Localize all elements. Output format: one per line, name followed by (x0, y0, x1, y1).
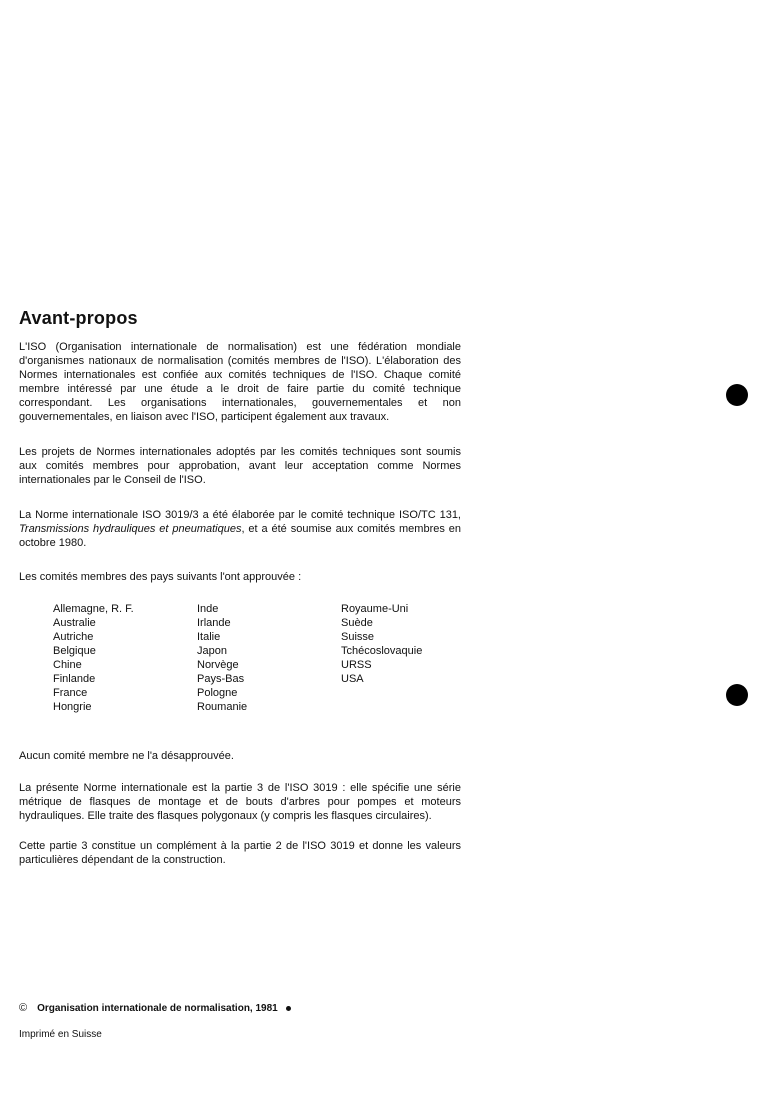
copyright-icon: © (19, 1002, 28, 1014)
copyright-line (19, 1002, 291, 1015)
country-item: Inde (197, 603, 219, 615)
country-item: URSS (341, 659, 372, 671)
countries-column-2 (197, 602, 247, 714)
paragraph-approval-intro: Les comités membres des pays suivants l'ont approuvée : (19, 571, 302, 583)
page-title: Avant-propos (19, 308, 138, 328)
country-item: Pays-Bas (197, 673, 245, 685)
countries-column-3 (341, 602, 422, 686)
country-item: Suède (341, 617, 373, 629)
country-item: Irlande (197, 617, 231, 629)
committee-name: Transmissions hydrauliques et pneumatiques (19, 523, 242, 535)
country-item: Hongrie (53, 701, 92, 713)
country-item: Pologne (197, 687, 238, 699)
country-item: Autriche (53, 631, 94, 643)
paragraph-scope: La présente Norme internationale est la partie 3 de l'ISO 3019 : elle spécifie une série métrique de flasques de montage et de bouts d'arbres pour pompes et moteurs hydrauliques. Elle traite des flasques polygonaux (y compris les flasques circulaires). (19, 782, 461, 822)
country-item: Roumanie (197, 701, 248, 713)
country-item: Belgique (53, 645, 96, 657)
paragraph-draft-standards: Les projets de Normes internationales adoptés par les comités techniques sont soumis aux comités membres pour approbation, avant leur acceptation comme Normes internationales par le Conseil de l'ISO. (19, 446, 461, 486)
printed-in: Imprimé en Suisse (19, 1029, 102, 1040)
country-item: Allemagne, R. F. (53, 603, 134, 615)
punch-hole-bottom (726, 684, 748, 706)
countries-column-1 (53, 602, 134, 714)
bullet-dot-icon (286, 1006, 291, 1011)
paragraph-no-disapproval: Aucun comité membre ne l'a désapprouvée. (19, 750, 234, 762)
country-item: Japon (197, 645, 227, 657)
country-item: Suisse (341, 631, 375, 643)
country-item: Royaume-Uni (341, 603, 409, 615)
country-item: Norvège (197, 659, 239, 671)
copyright-organisation: Organisation internationale de normalisation, 1981 (37, 1003, 278, 1014)
country-item: France (53, 687, 88, 699)
country-item: USA (341, 673, 364, 685)
country-item: Tchécoslovaquie (341, 645, 423, 657)
paragraph-standard-origin-start: La Norme internationale ISO 3019/3 a été élaborée par le comité technique ISO/TC 131, (19, 509, 461, 521)
punch-hole-top (726, 384, 748, 406)
paragraph-standard-origin (19, 508, 461, 550)
paragraph-standard-origin-end: , et a été soumise aux comités membres en octobre 1980. (19, 523, 461, 549)
country-item: Italie (197, 631, 221, 643)
country-item: Finlande (53, 673, 96, 685)
country-item: Chine (53, 659, 82, 671)
country-item: Australie (53, 617, 96, 629)
paragraph-iso-intro: L'ISO (Organisation internationale de normalisation) est une fédération mondiale d'organismes nationaux de normalisation (comités membres de l'ISO). L'élaboration des Normes internationales est confiée aux comités techniques de l'ISO. Chaque comité membre intéressé par une étude a le droit de faire partie du comité technique correspondant. Les organisations internationales, gouvernementales et non gouvernementales, en liaison avec l'ISO, participent également aux travaux. (19, 341, 461, 423)
paragraph-complement: Cette partie 3 constitue un complément à la partie 2 de l'ISO 3019 et donne les valeurs particulières dépendant de la construction. (19, 840, 461, 866)
